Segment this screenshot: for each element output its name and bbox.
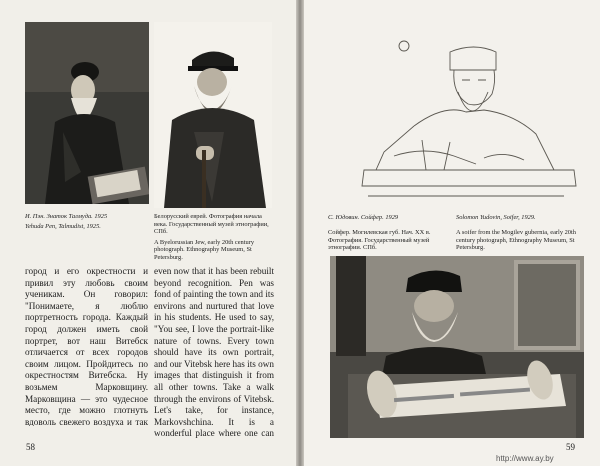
page-number-left: 58 [26, 442, 35, 452]
caption-yudovin-ru [328, 214, 448, 222]
text-column-english [154, 266, 274, 441]
caption-yudovin-en-text: Solomon Yudovin, Soifer, 1929. [456, 214, 536, 221]
book-gutter [296, 0, 304, 466]
russian-text: город и его окрестности и привил эту любовь своим ученикам. Он говорил: "Понимаете, я люблю портретность города. Каждый город должен иметь свой портрет, вот наш Витебск отличается от всех городов своим лицом. Пройдитесь по окрестностям Витебска. Ну возьмем Марковщину. Марковщина — это чудесное место, где можно глотнуть вдоволь свежего воздуха и так [25, 266, 148, 426]
soifer-photo [330, 256, 584, 438]
caption-talmudist [25, 213, 150, 230]
watermark: http://www.ay.by [496, 454, 554, 463]
caption-yudovin-ru-text: С. Юдовин. Сойфер. 1929 [328, 214, 399, 221]
caption-talmudist-ru: И. Пэн. Знаток Талмуда. 1925 [25, 213, 108, 220]
soifer-drawing [354, 30, 582, 206]
caption-talmudist-en: Yehuda Pen, Talmudist, 1925. [25, 222, 101, 230]
left-page [0, 0, 296, 466]
caption-byelorussian-jew-ru: Белорусский еврей. Фотография начала века. Государственный музей этнографии, СПб. [154, 213, 269, 236]
text-column-russian [25, 266, 148, 426]
caption-byelorussian-jew [154, 213, 272, 262]
caption-byelorussian-jew-en: A Byelorussian Jew, early 20th century photograph. Ethnography Museum, St Petersburg. [154, 238, 255, 261]
talmudist-painting [25, 22, 149, 204]
caption-soifer-photo-en: A soifer from the Mogilev gubernia, early 20th century photograph, Ethnography Museum, St Petersburg. [456, 229, 576, 252]
english-text: even now that it has been rebuilt beyond recognition. Pen was fond of painting the town and its environs and nurtured that love in his students. He used to say, "You see, I love the portrait-like nature of towns. Every town should have its own portrait, and our Vitebsk here has its own images that distinguish it from all other towns. Take a walk through the environs of Vitebsk. Let's take, for instance, Markovshchina. It is a wonderful place where one can [154, 266, 274, 439]
caption-yudovin-en [456, 214, 581, 222]
caption-soifer-photo-ru: Сойфер. Могилевская губ. Нач. XX в. Фотография. Государственный музей этнографии. СПб. [328, 229, 431, 252]
page-number-right: 59 [566, 442, 575, 452]
right-page [304, 0, 600, 466]
byelorussian-jew-photo [154, 22, 272, 208]
